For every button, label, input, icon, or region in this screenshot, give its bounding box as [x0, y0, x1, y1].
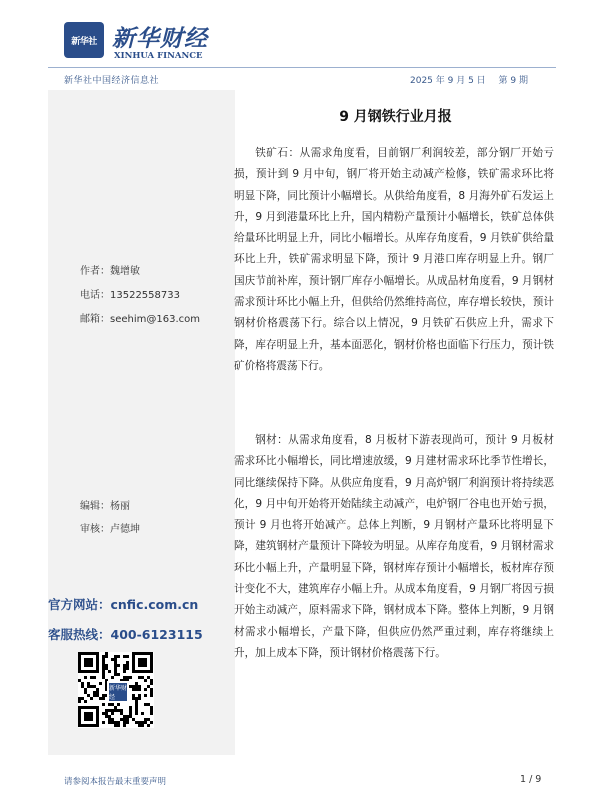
- xinhua-logo-icon: [64, 22, 104, 58]
- paragraph-iron-ore: 铁矿石：从需求角度看，目前钢厂利润较差，部分钢厂开始亏损，预计到 9 月中旬，钢厂将开始主动减产检修，铁矿需求环比将明显下降，同比预计小幅增长。从供给角度看，8 月海外矿石发运上升，9 月到港量环比上升，国内精粉产量预计小幅增长，铁矿总体供给量环比明显上升，同比小幅增长。从库存角度看，9 月铁矿供给量环比上升，铁矿需求明显下降，预计 9 月港口库存明显上升。钢厂国庆节前补库，预计钢厂库存小幅增长。从成品材角度看，9 月钢材需求预计环比小幅上升，但供给仍然维持高位，库存增长较快，预计钢材价格震荡下行。综合以上情况，9 月铁矿石供应上升，需求下降，库存明显上升，基本面恶化，钢材价格也面临下行压力，预计铁矿价格将震荡下行。: [234, 147, 554, 372]
- issue-number: 第 9 期: [498, 76, 528, 86]
- editor-info: 编辑：杨丽: [80, 501, 130, 512]
- website-link[interactable]: 官方网站：cnfic.com.cn: [48, 597, 199, 612]
- disclaimer-note: 请参阅本报告最末重要声明: [64, 777, 167, 787]
- brand-name-en: XINHUA FINANCE: [114, 51, 203, 61]
- publisher-name: 新华社中国经济信息社: [64, 76, 160, 86]
- email-info: 邮箱：seehim@163.com: [80, 314, 200, 325]
- reviewer-info: 审核：卢德坤: [80, 524, 140, 535]
- qr-center-logo: 新华财经: [107, 681, 129, 703]
- page-number: 1 / 9: [520, 774, 542, 785]
- issue-info: [410, 73, 528, 86]
- logo-box-text: 新华社: [71, 36, 97, 47]
- phone-info: 电话：13522558733: [80, 290, 180, 301]
- paragraph-steel: 钢材：从需求角度看，8 月板材下游表现尚可，预计 9 月板材需求环比小幅增长，同比增速放缓，9 月建材需求环比季节性增长，同比继续保持下降。从供应角度看，9 月高炉钢厂利润预计将持续恶化，9 月中旬开始将开始陆续主动减产，电炉钢厂谷电也开始亏损，预计 9 月也将开始减产。总体上判断，9 月钢材产量环比将明显下降，建筑钢材产量预计下降较为明显。从库存角度看，9 月钢材需求环比小幅上升，产量明显下降，钢材库存预计小幅增长，板材库存预计变化不大，建筑库存小幅上升。从成本角度看，9 月钢厂将因亏损开始主动减产，原料需求下降，钢材成本下降。整体上判断，9 月钢材需求小幅增长，产量下降，但供应仍然严重过剩，库存将继续上升，加上成本下降，预计钢材价格震荡下行。: [234, 434, 554, 659]
- qr-code-icon: [78, 652, 154, 728]
- header-divider: [48, 67, 556, 68]
- report-date: 2025 年 9 月 5 日: [410, 76, 486, 86]
- report-title: 9 月钢铁行业月报: [339, 109, 452, 125]
- hotline-info: 客服热线：400-6123115: [48, 627, 203, 642]
- brand-name-cn: 新华财经: [112, 25, 208, 52]
- author-info: 作者：魏增敏: [80, 266, 140, 277]
